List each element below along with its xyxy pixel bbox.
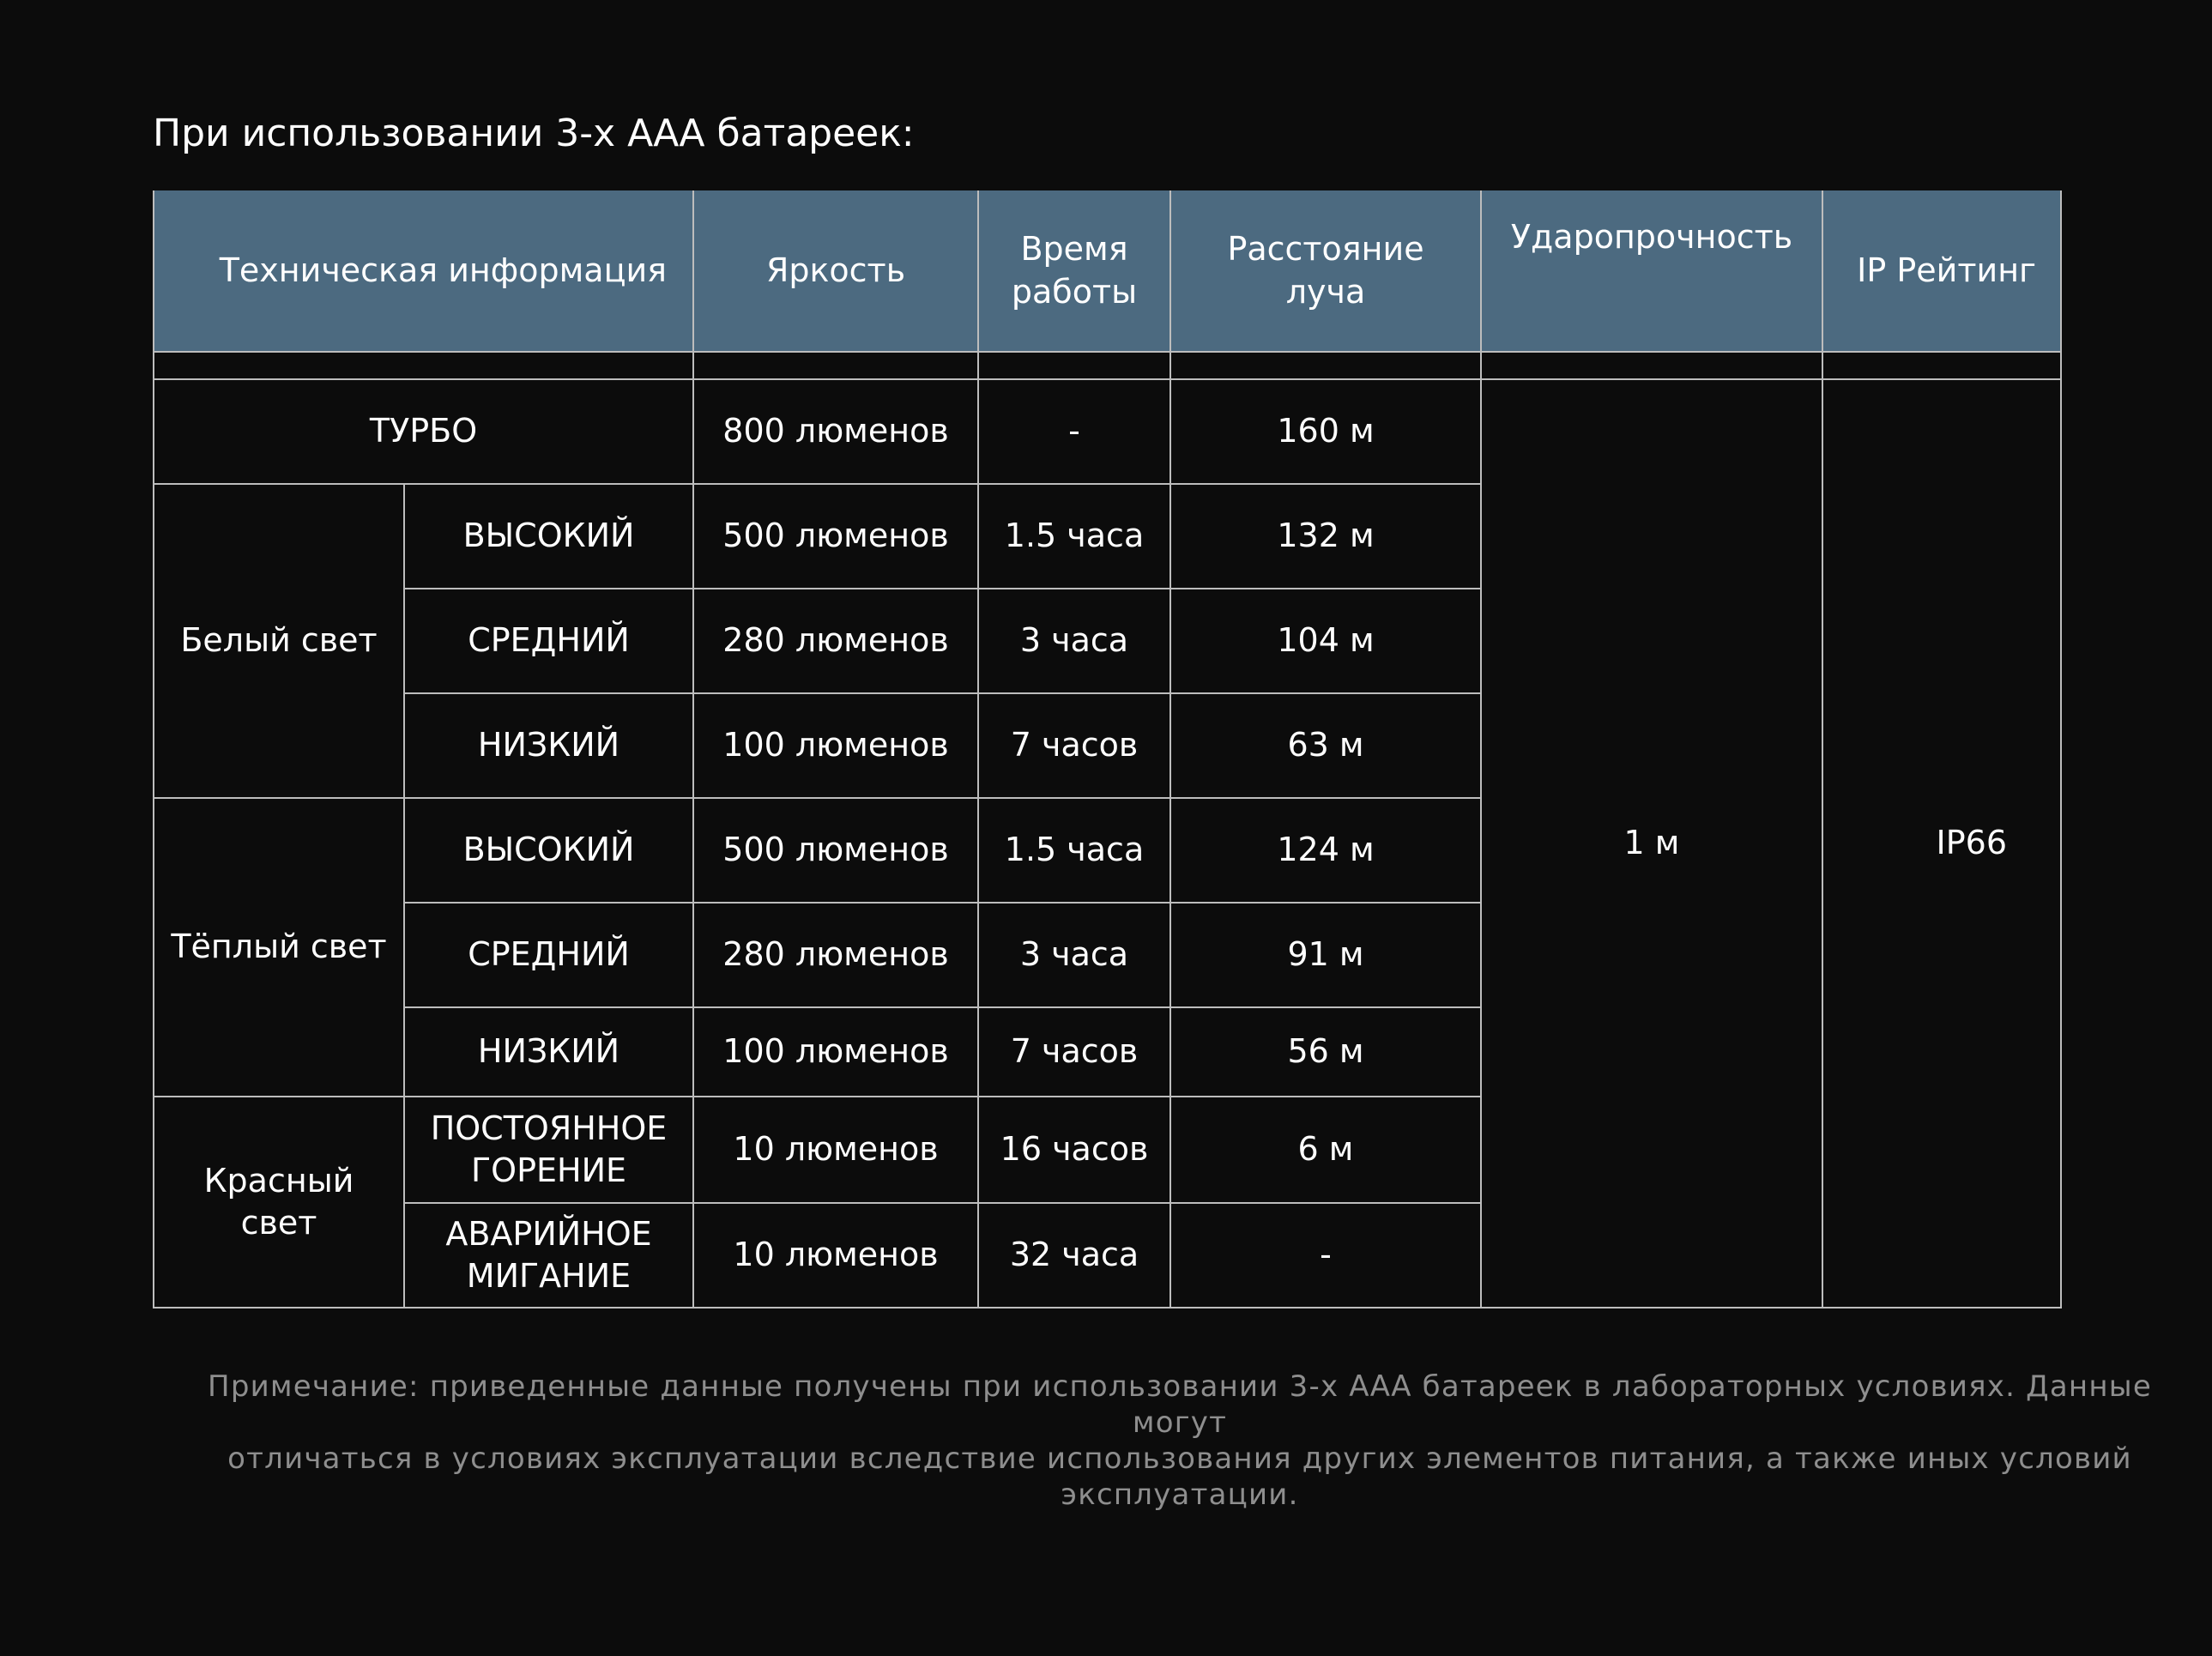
group-label-warm: Тёплый свет <box>154 798 404 1097</box>
cell-runtime: 1.5 часа <box>978 484 1170 589</box>
cell-brightness: 10 люменов <box>693 1203 978 1308</box>
cell-distance: - <box>1170 1203 1481 1308</box>
header-impact: Ударопрочность <box>1481 185 1822 352</box>
cell-brightness: 280 люменов <box>693 903 978 1007</box>
cell-brightness: 100 люменов <box>693 693 978 798</box>
cell-turbo-runtime: - <box>978 379 1170 484</box>
footnote-line3: эксплуатации. <box>1061 1478 1299 1512</box>
cell-impact-value: 1 м <box>1481 379 1822 1308</box>
cell-mode-line2: ГОРЕНИЕ <box>470 1151 627 1189</box>
header-ip: IP Рейтинг <box>1822 185 2061 352</box>
footnote-line2: отличаться в условиях эксплуатации вследствие использования других элементов питания, а также иных условий <box>227 1441 2132 1476</box>
cell-turbo-brightness: 800 люменов <box>693 379 978 484</box>
cell-brightness: 100 люменов <box>693 1007 978 1097</box>
cell-brightness: 500 люменов <box>693 484 978 589</box>
cell-mode-line1: ПОСТОЯННОЕ <box>430 1109 668 1147</box>
cell-runtime: 3 часа <box>978 903 1170 1007</box>
group-label-white: Белый свет <box>154 484 404 798</box>
cell-ip-value: IP66 <box>1822 379 2061 1308</box>
cell-distance: 63 м <box>1170 693 1481 798</box>
cell-runtime: 1.5 часа <box>978 798 1170 903</box>
cell-brightness: 500 люменов <box>693 798 978 903</box>
specs-table <box>153 180 2062 1308</box>
cell-turbo-mode: ТУРБО <box>154 379 693 484</box>
cell-distance: 56 м <box>1170 1007 1481 1097</box>
cell-mode: СРЕДНИЙ <box>404 903 693 1007</box>
group-label-red-line1: Красный <box>203 1161 354 1200</box>
header-brightness: Яркость <box>693 185 978 352</box>
cell-mode <box>404 1097 693 1203</box>
header-distance-line1: Расстояние <box>1227 230 1424 269</box>
page-title: При использовании 3-х ААА батареек: <box>153 112 915 155</box>
cell-mode: ВЫСОКИЙ <box>404 484 693 589</box>
cell-turbo-distance: 160 м <box>1170 379 1481 484</box>
cell-distance: 132 м <box>1170 484 1481 589</box>
cell-mode: СРЕДНИЙ <box>404 589 693 693</box>
header-tech-info: Техническая информация <box>154 185 693 352</box>
cell-runtime: 16 часов <box>978 1097 1170 1203</box>
cell-distance: 124 м <box>1170 798 1481 903</box>
cell-runtime: 3 часа <box>978 589 1170 693</box>
table-row-turbo <box>154 379 2061 484</box>
cell-mode-line1: АВАРИЙНОЕ <box>445 1214 652 1253</box>
cell-mode: НИЗКИЙ <box>404 1007 693 1097</box>
cell-mode: ВЫСОКИЙ <box>404 798 693 903</box>
group-label-red-line2: свет <box>240 1204 317 1242</box>
header-runtime-line1: Время <box>1020 230 1128 269</box>
group-label-red <box>154 1097 404 1308</box>
cell-runtime: 7 часов <box>978 1007 1170 1097</box>
table-spacer-row <box>154 352 2061 379</box>
cell-distance: 6 м <box>1170 1097 1481 1203</box>
table-header-row <box>154 185 2061 352</box>
cell-distance: 104 м <box>1170 589 1481 693</box>
header-runtime-line2: работы <box>1011 272 1138 311</box>
cell-brightness: 10 люменов <box>693 1097 978 1203</box>
footnote-line1: Примечание: приведенные данные получены при использовании 3-х ААА батареек в лабораторных условиях. Данные могут <box>208 1369 2152 1440</box>
footnote <box>180 1369 2179 1513</box>
cell-mode <box>404 1203 693 1308</box>
cell-mode: НИЗКИЙ <box>404 693 693 798</box>
cell-mode-line2: МИГАНИЕ <box>466 1257 632 1295</box>
header-distance-line2: луча <box>1285 272 1366 311</box>
header-runtime <box>978 185 1170 352</box>
header-distance <box>1170 185 1481 352</box>
cell-runtime: 32 часа <box>978 1203 1170 1308</box>
cell-brightness: 280 люменов <box>693 589 978 693</box>
cell-runtime: 7 часов <box>978 693 1170 798</box>
cell-distance: 91 м <box>1170 903 1481 1007</box>
